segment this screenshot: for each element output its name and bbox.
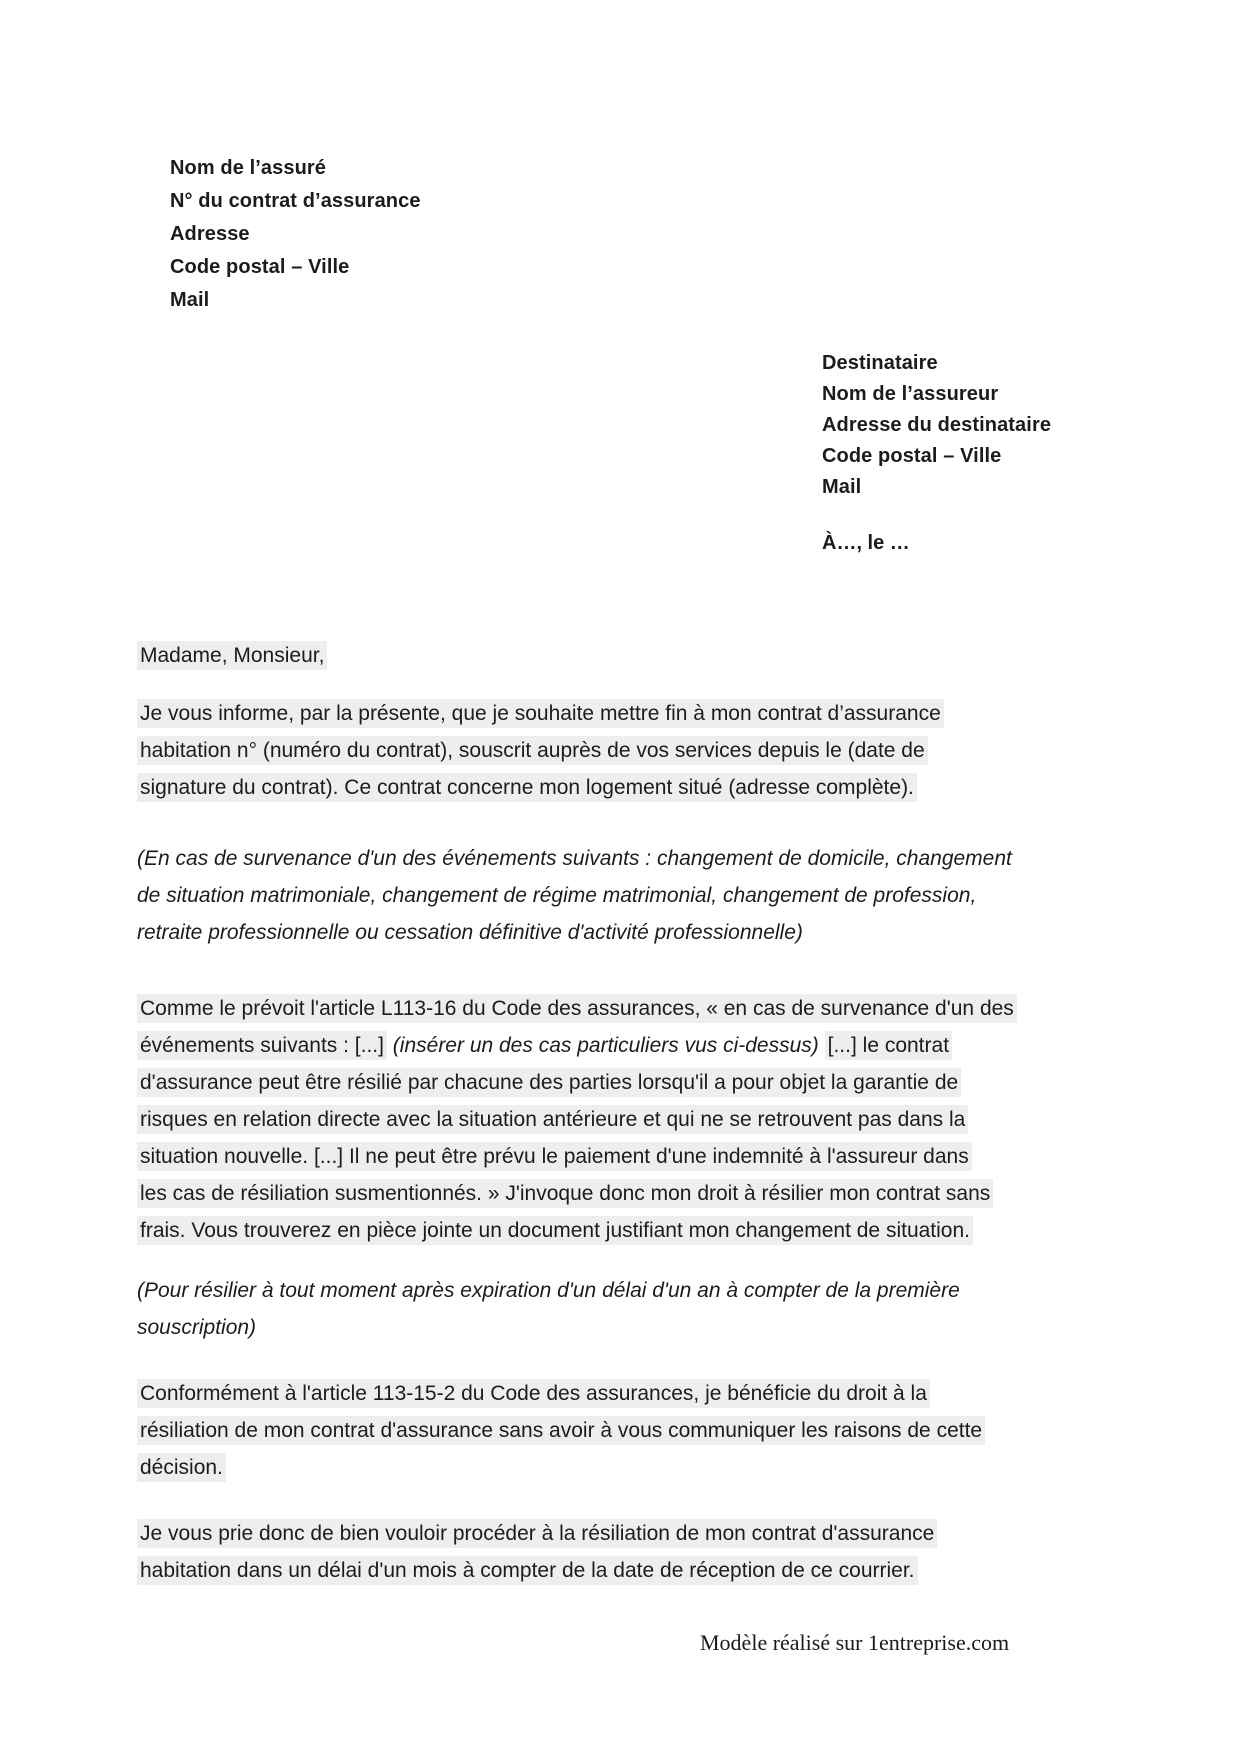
paragraph-intro [137,695,944,806]
text-segment: Mail [170,289,210,311]
footer-credit: Modèle réalisé sur 1entreprise.com [700,1630,1010,1655]
highlighted-text-segment: événements suivants : [...] [137,1031,387,1060]
text-segment: Adresse du destinataire [822,414,1052,436]
text-segment: Code postal – Ville [170,256,350,278]
highlighted-text-segment: Je vous informe, par la présente, que je souhaite mettre fin à mon contrat d’assurance [137,699,944,728]
paragraph-article-l113-16 [137,990,1017,1249]
highlighted-text-segment: frais. Vous trouverez en pièce jointe un document justifiant mon changement de situation. [137,1216,973,1245]
highlighted-text-segment: habitation dans un délai d'un mois à compter de la date de réception de ce courrier. [137,1556,918,1585]
recipient-address-block [822,348,1051,503]
highlighted-text-segment: Conformément à l'article 113-15-2 du Code des assurances, je bénéficie du droit à la [137,1379,930,1408]
highlighted-text-segment: situation nouvelle. [...] Il ne peut être prévu le paiement d'une indemnité à l'assureur dans [137,1142,972,1171]
text-segment: Destinataire [822,352,938,374]
italic-text-segment: (Pour résilier à tout moment après expiration d'un délai d'un an à compter de la première [137,1279,960,1302]
highlighted-text-segment: signature du contrat). Ce contrat concerne mon logement situé (adresse complète). [137,773,917,802]
text-segment: N° du contrat d’assurance [170,190,421,212]
text-segment: Adresse [170,223,250,245]
text-segment: Mail [822,476,862,498]
highlighted-text-segment: habitation n° (numéro du contrat), souscrit auprès de vos services depuis le (date de [137,736,928,765]
highlighted-text-segment: Comme le prévoit l'article L113-16 du Code des assurances, « en cas de survenance d'un des [137,994,1017,1023]
highlighted-text-segment: d'assurance peut être résilié par chacune des parties lorsqu'il a pour objet la garantie de [137,1068,961,1097]
paragraph-request [137,1515,937,1589]
highlighted-text-segment: [...] le contrat [825,1031,952,1060]
text-segment: Nom de l’assureur [822,383,999,405]
italic-text-segment: souscription) [137,1316,257,1339]
italic-text-segment: retraite professionnelle ou cessation définitive d'activité professionnelle) [137,921,803,944]
highlighted-text-segment: décision. [137,1453,226,1482]
italic-text-segment: (insérer un des cas particuliers vus ci-dessus) [392,1034,819,1057]
text-segment: Nom de l’assuré [170,157,327,179]
paragraph-note-events [137,840,1012,951]
italic-text-segment: de situation matrimoniale, changement de régime matrimonial, changement de profession, [137,884,977,907]
highlighted-text-segment: Je vous prie donc de bien vouloir procéder à la résiliation de mon contrat d'assurance [137,1519,937,1548]
sender-address-block [170,152,421,317]
text-segment: Code postal – Ville [822,445,1002,467]
highlighted-text-segment: risques en relation directe avec la situation antérieure et qui ne se retrouvent pas dans la [137,1105,968,1134]
paragraph-note-delay [137,1272,960,1346]
text-segment [819,1034,825,1057]
italic-text-segment: (En cas de survenance d'un des événements suivants : changement de domicile, changement [137,847,1012,870]
paragraph-article-113-15-2 [137,1375,985,1486]
place-date-line: À…, le … [822,532,910,554]
salutation [137,637,327,674]
highlighted-text-segment: Madame, Monsieur, [137,641,327,670]
highlighted-text-segment: résiliation de mon contrat d'assurance sans avoir à vous communiquer les raisons de cette [137,1416,985,1445]
highlighted-text-segment: les cas de résiliation susmentionnés. » J'invoque donc mon droit à résilier mon contrat sans [137,1179,993,1208]
